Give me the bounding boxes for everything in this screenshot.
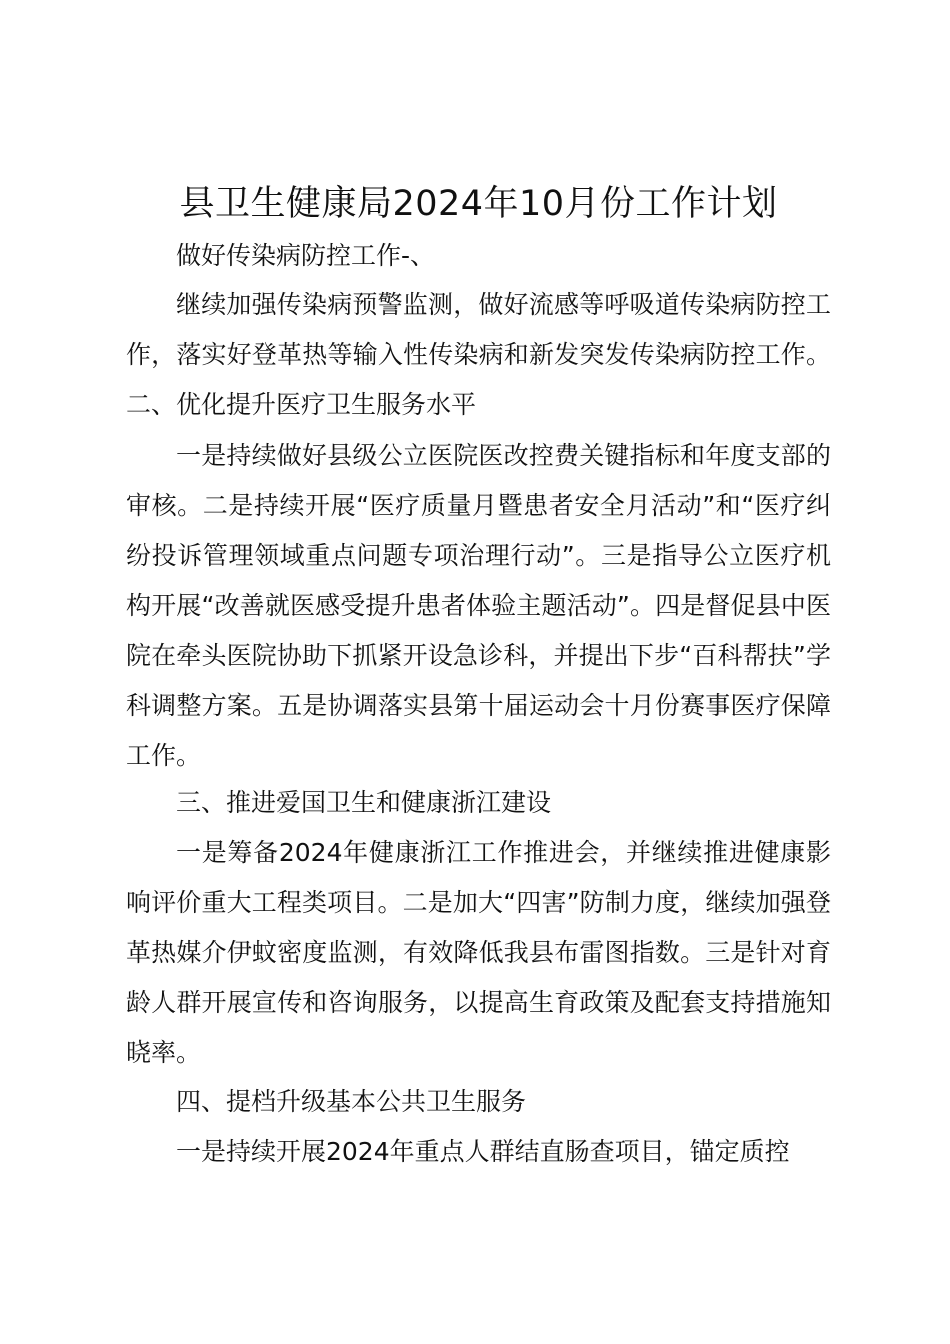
document-title: 县卫生健康局2024年10月份工作计划 [179, 184, 778, 224]
paragraph-medical-service: 一是持续做好县级公立医院医改控费关键指标和年度支部的审核。二是持续开展“医疗质量月暨患者安全月活动”和“医疗纠纷投诉管理领域重点问题专项治理行动”。三是指导公立医疗机构开展“改善就医感受提升患者体验主题活动”。四是督促县中医院在牵头医院协助下抓紧开设急诊科，并提出下步“百科帮扶”学科调整方案。五是协调落实县第十届运动会十月份赛事医疗保障工作。 [126, 441, 831, 770]
paragraph-patriotic-health: 一是筹备2024年健康浙江工作推进会，并继续推进健康影响评价重大工程类项目。二是加大“四害”防制力度，继续加强登革热媒介伊蚊密度监测，有效降低我县布雷图指数。三是针对育龄人群开展宣传和咨询服务，以提高生育政策及配套支持措施知晓率。 [126, 838, 831, 1067]
paragraph-public-health: 一是持续开展2024年重点人群结直肠查项目，锚定质控 [176, 1137, 790, 1166]
paragraph-infectious-disease-heading: 做好传染病防控工作-、 [176, 241, 436, 270]
section-heading-patriotic-health: 三、推进爱国卫生和健康浙江建设 [176, 788, 552, 817]
section-heading-public-health: 四、提档升级基本公共卫生服务 [176, 1087, 527, 1116]
paragraph-infectious-disease-body: 继续加强传染病预警监测，做好流感等呼吸道传染病防控工作，落实好登革热等输入性传染病和新发突发传染病防控工作。二、优化提升医疗卫生服务水平 [126, 290, 831, 419]
